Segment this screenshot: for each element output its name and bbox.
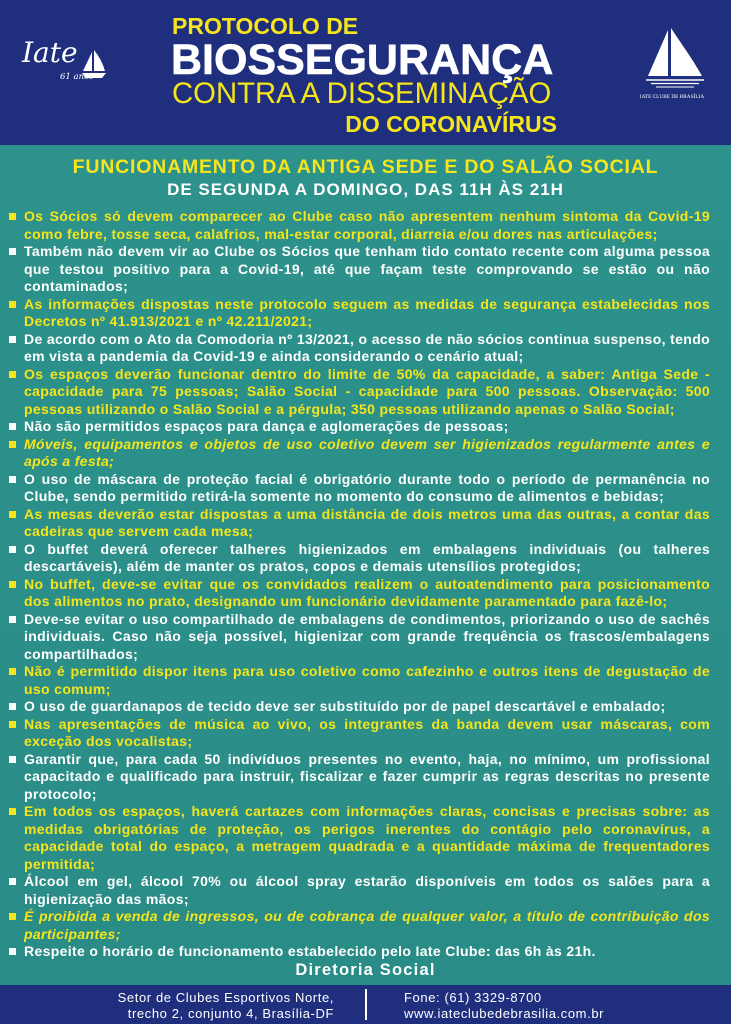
rule-item [24,436,710,471]
rule-text: Garantir que, para cada 50 indivíduos presentes no evento, haja, no mínimo, um profissional capacitado e qualificado para instruir, fiscalizar e fazer cumprir as regras descritas no presente protocolo; [24,750,710,802]
rule-text: O uso de máscara de proteção facial é obrigatório durante todo o período de permanência no Clube, sendo permitido retirá-la somente no momento do consumo de alimentos e bebidas; [24,470,710,504]
rule-text: Os espaços deverão funcionar dentro do limite de 50% da capacidade, a saber: Antiga Sede - capacidade para 75 pessoas; Salão Social - capacidade para 500 pessoas. Observação: 500 pessoas utilizando o Salão Social e a pérgula; 350 pessoas utilizando apenas o Salão Social; [24,365,710,417]
rule-text: Álcool em gel, álcool 70% ou álcool spray estarão disponíveis em todos os salões para a higienização das mãos; [24,873,710,907]
rule-item [24,803,710,873]
header-title-line-2: BIOSSEGURANÇA [171,36,554,84]
square-bullet-icon [9,878,16,885]
rule-item [24,716,710,751]
address-line-1: Setor de Clubes Esportivos Norte, [117,990,334,1005]
rule-item [24,366,710,419]
rule-item [24,698,710,716]
contact-block [404,990,604,1022]
square-bullet-icon [9,616,16,623]
sail-emblem-icon [638,26,706,88]
header-title-line-3: CONTRA A DISSEMINAÇÃO [172,77,552,110]
footer-bar [0,985,731,1024]
header-banner [0,0,731,145]
rule-item [24,296,710,331]
square-bullet-icon [9,668,16,675]
section-title: FUNCIONAMENTO DA ANTIGA SEDE E DO SALÃO SOCIAL [72,156,659,178]
square-bullet-icon [9,476,16,483]
square-bullet-icon [9,371,16,378]
rule-item [24,908,710,943]
rule-item [24,331,710,366]
square-bullet-icon [9,913,16,920]
schedule-subtitle: DE SEGUNDA A DOMINGO, DAS 11H ÀS 21H [167,180,564,199]
rule-text: Respeite o horário de funcionamento estabelecido pelo Iate Clube: das 6h às 21h. [24,943,596,959]
rule-text: Não são permitidos espaços para dança e aglomerações de pessoas; [24,418,509,434]
website-url: www.iateclubedebrasilia.com.br [404,1006,605,1021]
square-bullet-icon [9,336,16,343]
logo-wordmark: Iate [22,36,78,69]
rule-item [24,243,710,296]
phone-number: Fone: (61) 3329-8700 [404,990,542,1005]
square-bullet-icon [9,213,16,220]
rule-text: Nas apresentações de música ao vivo, os integrantes da banda devem usar máscaras, com exceção dos vocalistas; [24,715,710,749]
rule-item [24,471,710,506]
square-bullet-icon [9,756,16,763]
address-line-2: trecho 2, conjunto 4, Brasília-DF [127,1006,334,1021]
address-block [118,990,334,1022]
rules-list [24,208,710,961]
rule-text: Móveis, equipamentos e objetos de uso coletivo devem ser higienizados regularmente antes e após a festa; [24,435,710,469]
rule-text: É proibida a venda de ingressos, ou de cobrança de qualquer valor, a título de contribuição dos participantes; [24,908,710,942]
rule-item [24,506,710,541]
square-bullet-icon [9,301,16,308]
rule-text: Em todos os espaços, haverá cartazes com informações claras, concisas e precisas sobre: as medidas obrigatórias de proteção, os perigos inerentes do contágio pelo coronavírus, a capacidade total do espaço, a metragem quadrada e a quantidade máxima de frequentadores permitida; [24,803,710,872]
footer-divider [365,989,367,1020]
square-bullet-icon [9,248,16,255]
content-panel [0,145,731,985]
logo-anniversary: 61 anos [60,72,94,82]
logo-caption: IATE CLUBE DE BRASÍLIA [639,94,705,100]
rule-text: O buffet deverá oferecer talheres higienizados em embalagens individuais (ou talheres descartáveis), além de manter os pratos, copos e demais utensílios protegidos; [24,540,710,574]
rule-item [24,541,710,576]
rule-item [24,873,710,908]
square-bullet-icon [9,808,16,815]
rule-text: As informações dispostas neste protocolo seguem as medidas de segurança estabelecidas nos Decretos nº 41.913/2021 e nº 42.211/2021; [24,295,710,329]
rule-item [24,418,710,436]
square-bullet-icon [9,581,16,588]
rule-item [24,663,710,698]
square-bullet-icon [9,703,16,710]
iate-clube-logo [632,26,712,102]
square-bullet-icon [9,948,16,955]
signature: Diretoria Social [295,961,436,979]
rule-item [24,611,710,664]
header-title-line-4: DO CORONAVÍRUS [345,111,557,137]
square-bullet-icon [9,441,16,448]
rule-text: De acordo com o Ato da Comodoria nº 13/2021, o acesso de não sócios continua suspenso, tendo em vista a pandemia da Covid-19 e ainda considerando o cenário atual; [24,330,710,364]
rule-item [24,576,710,611]
rule-text: Deve-se evitar o uso compartilhado de embalagens de condimentos, priorizando o uso de sachês individuais. Caso não seja possível, higienizar com grande frequência os frascos/embalagens compartilhados; [24,610,710,662]
rule-text: No buffet, deve-se evitar que os convidados realizem o autoatendimento para posicionamento dos alimentos no prato, designando um funcionário devidamente paramentado para fazê-lo; [24,575,710,609]
rule-text: O uso de guardanapos de tecido deve ser substituído por de papel descartável e embalado; [24,698,666,714]
square-bullet-icon [9,511,16,518]
rule-text: As mesas deverão estar dispostas a uma distância de dois metros uma das outras, a contar das cadeiras que servem cada mesa; [24,505,710,539]
rule-item [24,208,710,243]
square-bullet-icon [9,546,16,553]
rule-text: Não é permitido dispor itens para uso coletivo como cafezinho e outros itens de degustação de uso comum; [24,663,710,697]
header-title-line-1: PROTOCOLO DE [172,13,359,39]
rule-item [24,943,710,961]
rule-text: Também não devem vir ao Clube os Sócios que tenham tido contato recente com alguma pessoa que testou positivo para a Covid-19, até que façam teste comprovando se estão ou não contaminados; [24,243,710,294]
rule-item [24,751,710,804]
square-bullet-icon [9,721,16,728]
rule-text: Os Sócios só devem comparecer ao Clube caso não apresentem nenhum sintoma da Covid-19 como febre, tosse seca, calafrios, mal-estar corporal, diarreia e/ou dores nas articulações; [24,208,710,242]
square-bullet-icon [9,423,16,430]
iate-61-anos-logo [18,36,118,88]
